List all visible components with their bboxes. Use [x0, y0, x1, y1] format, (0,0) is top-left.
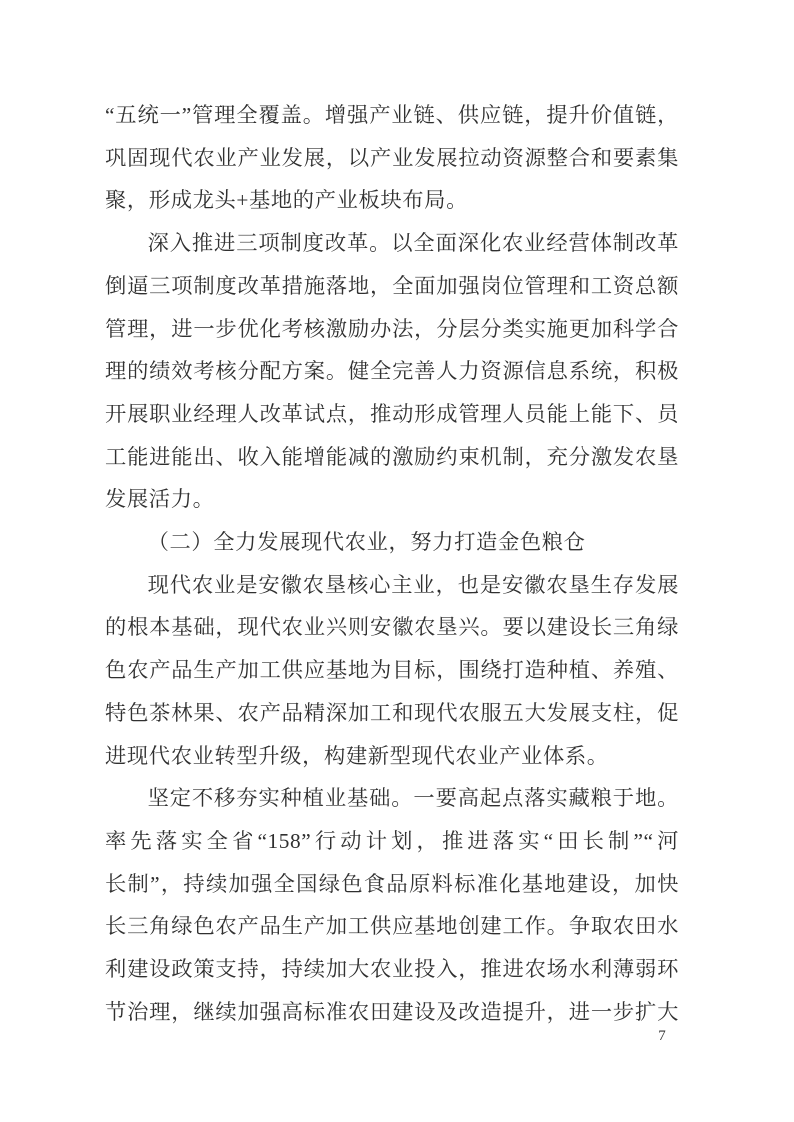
text-line: 工能进能出、收入能增能减的激励约束机制，充分激发农垦 [105, 444, 679, 469]
text-line: 进现代农业转型升级，构建新型现代农业产业体系。 [105, 743, 609, 768]
text-line: 率先落实全省“158”行动计划，推进落实“田长制”“河 [105, 828, 679, 853]
para-three-reforms [105, 222, 679, 521]
text-line: 特色茶林果、农产品精深加工和现代农服五大发展支柱，促 [105, 700, 679, 725]
para-planting-foundation [105, 777, 679, 1033]
text-line: 现代农业是安徽农垦核心主业，也是安徽农垦生存发展 [147, 572, 679, 597]
text-line: 理的绩效考核分配方案。健全完善人力资源信息系统，积极 [105, 359, 679, 384]
text-line: “五统一”管理全覆盖。增强产业链、供应链，提升价值链， [105, 103, 679, 127]
text-line: 管理，进一步优化考核激励办法，分层分类实施更加科学合 [105, 316, 679, 341]
para-modern-agriculture [105, 564, 679, 778]
text-line: 坚定不移夯实种植业基础。一要高起点落实藏粮于地。 [147, 786, 679, 811]
text-line: 倒逼三项制度改革措施落地，全面加强岗位管理和工资总额 [105, 273, 679, 298]
text-line: 开展职业经理人改革试点，推动形成管理人员能上能下、员 [105, 401, 679, 426]
text-line: 色农产品生产加工供应基地为目标，围绕打造种植、养殖、 [105, 658, 679, 683]
text-line: 巩固现代农业产业发展，以产业发展拉动资源整合和要素集 [105, 145, 679, 170]
text-line: 利建设政策支持，持续加大农业投入，推进农场水利薄弱环 [105, 957, 679, 982]
text-line: 聚，形成龙头+基地的产业板块布局。 [105, 188, 468, 213]
text-line: 深入推进三项制度改革。以全面深化农业经营体制改革 [147, 231, 679, 256]
text-line: 发展活力。 [105, 487, 215, 512]
text-line: 长三角绿色农产品生产加工供应基地创建工作。争取农田水 [105, 914, 679, 939]
heading-section-two [105, 521, 679, 564]
text-line: 的根本基础，现代农业兴则安徽农垦兴。要以建设长三角绿 [105, 615, 679, 640]
para-wutongyi-coverage [105, 94, 679, 222]
document-body [105, 94, 679, 1033]
section-heading-line: （二）全力发展现代农业，努力打造金色粮仓 [147, 530, 586, 555]
text-line: 节治理，继续加强高标准农田建设及改造提升，进一步扩大 [105, 999, 679, 1024]
page-number: 7 [658, 1028, 666, 1044]
text-line: 长制”，持续加强全国绿色食品原料标准化基地建设，加快 [105, 871, 679, 896]
